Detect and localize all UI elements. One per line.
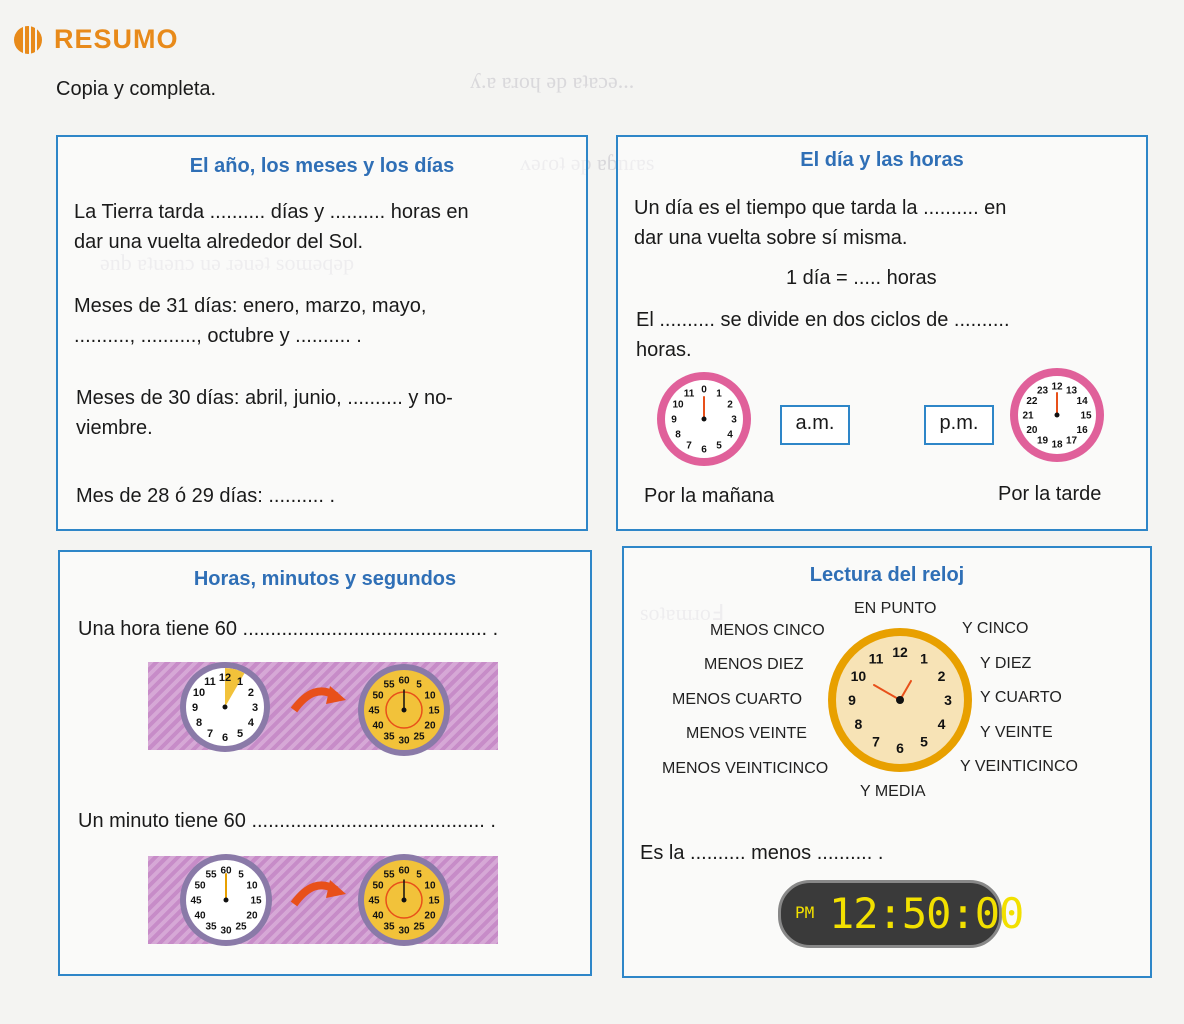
clock-number: 40: [194, 910, 206, 922]
clock-number: 11: [204, 675, 216, 688]
box-title: El año, los meses y los días: [189, 155, 455, 177]
clock-number: 15: [1080, 410, 1092, 422]
clock-number: 10: [246, 880, 258, 892]
afternoon-label: Por la tarde: [998, 483, 1102, 505]
text-line: Una hora tiene 60 ............................................ .: [78, 618, 499, 640]
clock-number: 30: [220, 925, 232, 937]
clock-number: 2: [937, 668, 946, 685]
clock-pm-icon: [1008, 366, 1106, 464]
text-line: Un día es el tiempo que tarda la .......... en: [634, 197, 1007, 219]
clock-number: 8: [675, 429, 681, 441]
clock-number: 30: [398, 925, 410, 937]
clock-number: 21: [1022, 410, 1034, 422]
clock-number: 14: [1076, 396, 1088, 408]
clock-number: 8: [854, 716, 863, 733]
clock-number: 0: [701, 384, 707, 396]
text-line: La Tierra tarda .......... días y .......... horas en: [74, 201, 469, 223]
label-left: MENOS CUARTO: [672, 691, 803, 708]
clock-number: 5: [416, 869, 422, 881]
clock-number: 3: [251, 701, 259, 714]
clock-number: 22: [1026, 396, 1038, 408]
resumo-icon: [14, 26, 42, 54]
clock-number: 11: [683, 388, 695, 400]
clock-number: 30: [398, 735, 410, 747]
label-left: MENOS VEINTICINCO: [662, 760, 829, 777]
clock-number: 20: [246, 910, 258, 922]
label-right: Y VEINTE: [980, 724, 1053, 741]
label-y-media: Y MEDIA: [860, 783, 926, 800]
clock-number: 10: [424, 880, 436, 892]
clock-number: 45: [190, 895, 202, 907]
clock-number: 15: [428, 705, 440, 717]
clock-number: 4: [727, 429, 733, 441]
clock-number: 10: [192, 686, 206, 699]
clock-number: 50: [194, 880, 206, 892]
clock-number: 10: [424, 690, 436, 702]
clock-number: 20: [424, 720, 436, 732]
label-left: MENOS VEINTE: [686, 725, 807, 742]
clock-number: 9: [671, 414, 677, 426]
box-title: El día y las horas: [800, 149, 964, 171]
clock-number: 5: [416, 679, 422, 691]
clock-number: 1: [236, 675, 244, 688]
clock-number: 5: [920, 733, 928, 750]
clock-center: [223, 705, 228, 710]
label-left: MENOS DIEZ: [704, 656, 804, 673]
clock-number: 7: [872, 733, 880, 750]
clock-number: 60: [398, 675, 410, 687]
clock-center: [1055, 413, 1060, 418]
am-box: a.m.: [780, 405, 850, 445]
clock-number: 19: [1036, 435, 1049, 447]
clock-number: 60: [220, 865, 232, 877]
clock-center: [402, 708, 407, 713]
clock-number: 6: [896, 740, 904, 757]
box-day-hours: [616, 135, 1148, 531]
clock-seconds-icon: [178, 852, 274, 948]
clock-number: 20: [1026, 425, 1038, 437]
text-line: El .......... se divide en dos ciclos de ..........: [636, 309, 1010, 331]
box-title: Horas, minutos y segundos: [193, 568, 457, 590]
clock-number: 10: [672, 399, 684, 411]
clock-center: [896, 696, 904, 704]
clock-number: 40: [372, 720, 384, 732]
label-right: Y CUARTO: [980, 689, 1062, 706]
clock-number: 6: [701, 444, 707, 456]
clock-number: 45: [368, 895, 380, 907]
text-line: dar una vuelta sobre sí misma.: [634, 227, 908, 249]
pm-box: p.m.: [924, 405, 994, 445]
clock-minutes-icon: [356, 852, 452, 948]
clock-number: 15: [250, 895, 262, 907]
clock-number: 4: [247, 716, 255, 729]
clock-center: [402, 898, 407, 903]
show-through-text: ʎ.ɐ ɐɹoɥ ǝp ɐʇɐɔǝ...: [470, 68, 635, 93]
clock-number: 55: [383, 679, 395, 691]
clock-number: 8: [195, 716, 203, 729]
clock-number: 5: [238, 869, 244, 881]
box-title: Lectura del reloj: [809, 564, 965, 586]
clock-center: [224, 898, 229, 903]
clock-number: 4: [937, 716, 946, 733]
text-line: .........., .........., octubre y .......... .: [74, 325, 362, 347]
clock-number: 3: [944, 692, 952, 709]
clock-number: 23: [1036, 385, 1049, 397]
clock-number: 12: [1051, 381, 1063, 393]
clock-minutes-icon: [356, 662, 452, 758]
clock-number: 60: [398, 865, 410, 877]
text-line: dar una vuelta alrededor del Sol.: [74, 231, 364, 253]
box-year-months-days: [56, 135, 588, 531]
clock-number: 5: [716, 440, 722, 452]
clock-number: 17: [1065, 435, 1078, 447]
clock-number: 3: [731, 414, 737, 426]
clock-number: 7: [686, 440, 692, 452]
label-right: Y VEINTICINCO: [960, 758, 1078, 775]
arrow-right-icon: [290, 680, 350, 716]
label-right: Y CINCO: [962, 620, 1029, 637]
clock-number: 12: [218, 671, 232, 684]
clock-number: 2: [727, 399, 733, 411]
label-en-punto: EN PUNTO: [854, 600, 937, 617]
clock-number: 20: [424, 910, 436, 922]
clock-number: 25: [235, 921, 247, 933]
clock-reading-icon: [826, 626, 974, 774]
digital-clock: [778, 880, 1024, 948]
clock-number: 35: [205, 921, 217, 933]
digital-pm: PM: [795, 903, 815, 922]
text-line: viembre.: [76, 417, 153, 439]
clock-number: 50: [372, 880, 384, 892]
clock-number: 7: [206, 727, 214, 740]
clock-number: 50: [372, 690, 384, 702]
clock-hour-icon: [178, 660, 272, 754]
clock-number: 13: [1065, 385, 1078, 397]
clock-center: [702, 417, 707, 422]
clock-number: 55: [205, 869, 217, 881]
text-line: Meses de 30 días: abril, junio, .......... y no-: [76, 387, 453, 409]
clock-number: 35: [383, 921, 395, 933]
clock-number: 25: [413, 921, 425, 933]
label-right: Y DIEZ: [980, 655, 1032, 672]
clock-number: 1: [716, 388, 722, 400]
text-line: Es la .......... menos .......... .: [640, 842, 884, 864]
clock-number: 45: [368, 705, 380, 717]
clock-number: 16: [1076, 425, 1088, 437]
text-line: Mes de 28 ó 29 días: .......... .: [76, 485, 336, 507]
text-line: Un minuto tiene 60 .......................................... .: [78, 810, 496, 832]
instruction: Copia y completa.: [56, 78, 217, 100]
clock-am-icon: [655, 370, 753, 468]
text-line: 1 día = ..... horas: [786, 267, 937, 289]
section-title: RESUMO: [54, 24, 179, 54]
clock-number: 35: [383, 731, 395, 743]
clock-number: 18: [1051, 439, 1063, 451]
clock-number: 2: [247, 686, 255, 699]
clock-number: 9: [191, 701, 199, 714]
clock-number: 5: [236, 727, 244, 740]
label-left: MENOS CINCO: [710, 622, 825, 639]
clock-number: 10: [850, 668, 867, 685]
text-line: horas.: [636, 339, 692, 361]
digital-time: 12:50:00: [829, 889, 1024, 938]
clock-number: 12: [892, 644, 908, 661]
clock-number: 55: [383, 869, 395, 881]
text-line: Meses de 31 días: enero, marzo, mayo,: [74, 295, 427, 317]
arrow-right-icon: [290, 874, 350, 910]
clock-number: 25: [413, 731, 425, 743]
clock-number: 9: [848, 692, 856, 709]
clock-number: 11: [868, 650, 884, 667]
morning-label: Por la mañana: [644, 485, 775, 507]
clock-number: 1: [920, 650, 928, 667]
clock-number: 15: [428, 895, 440, 907]
clock-number: 6: [221, 731, 229, 744]
clock-number: 40: [372, 910, 384, 922]
